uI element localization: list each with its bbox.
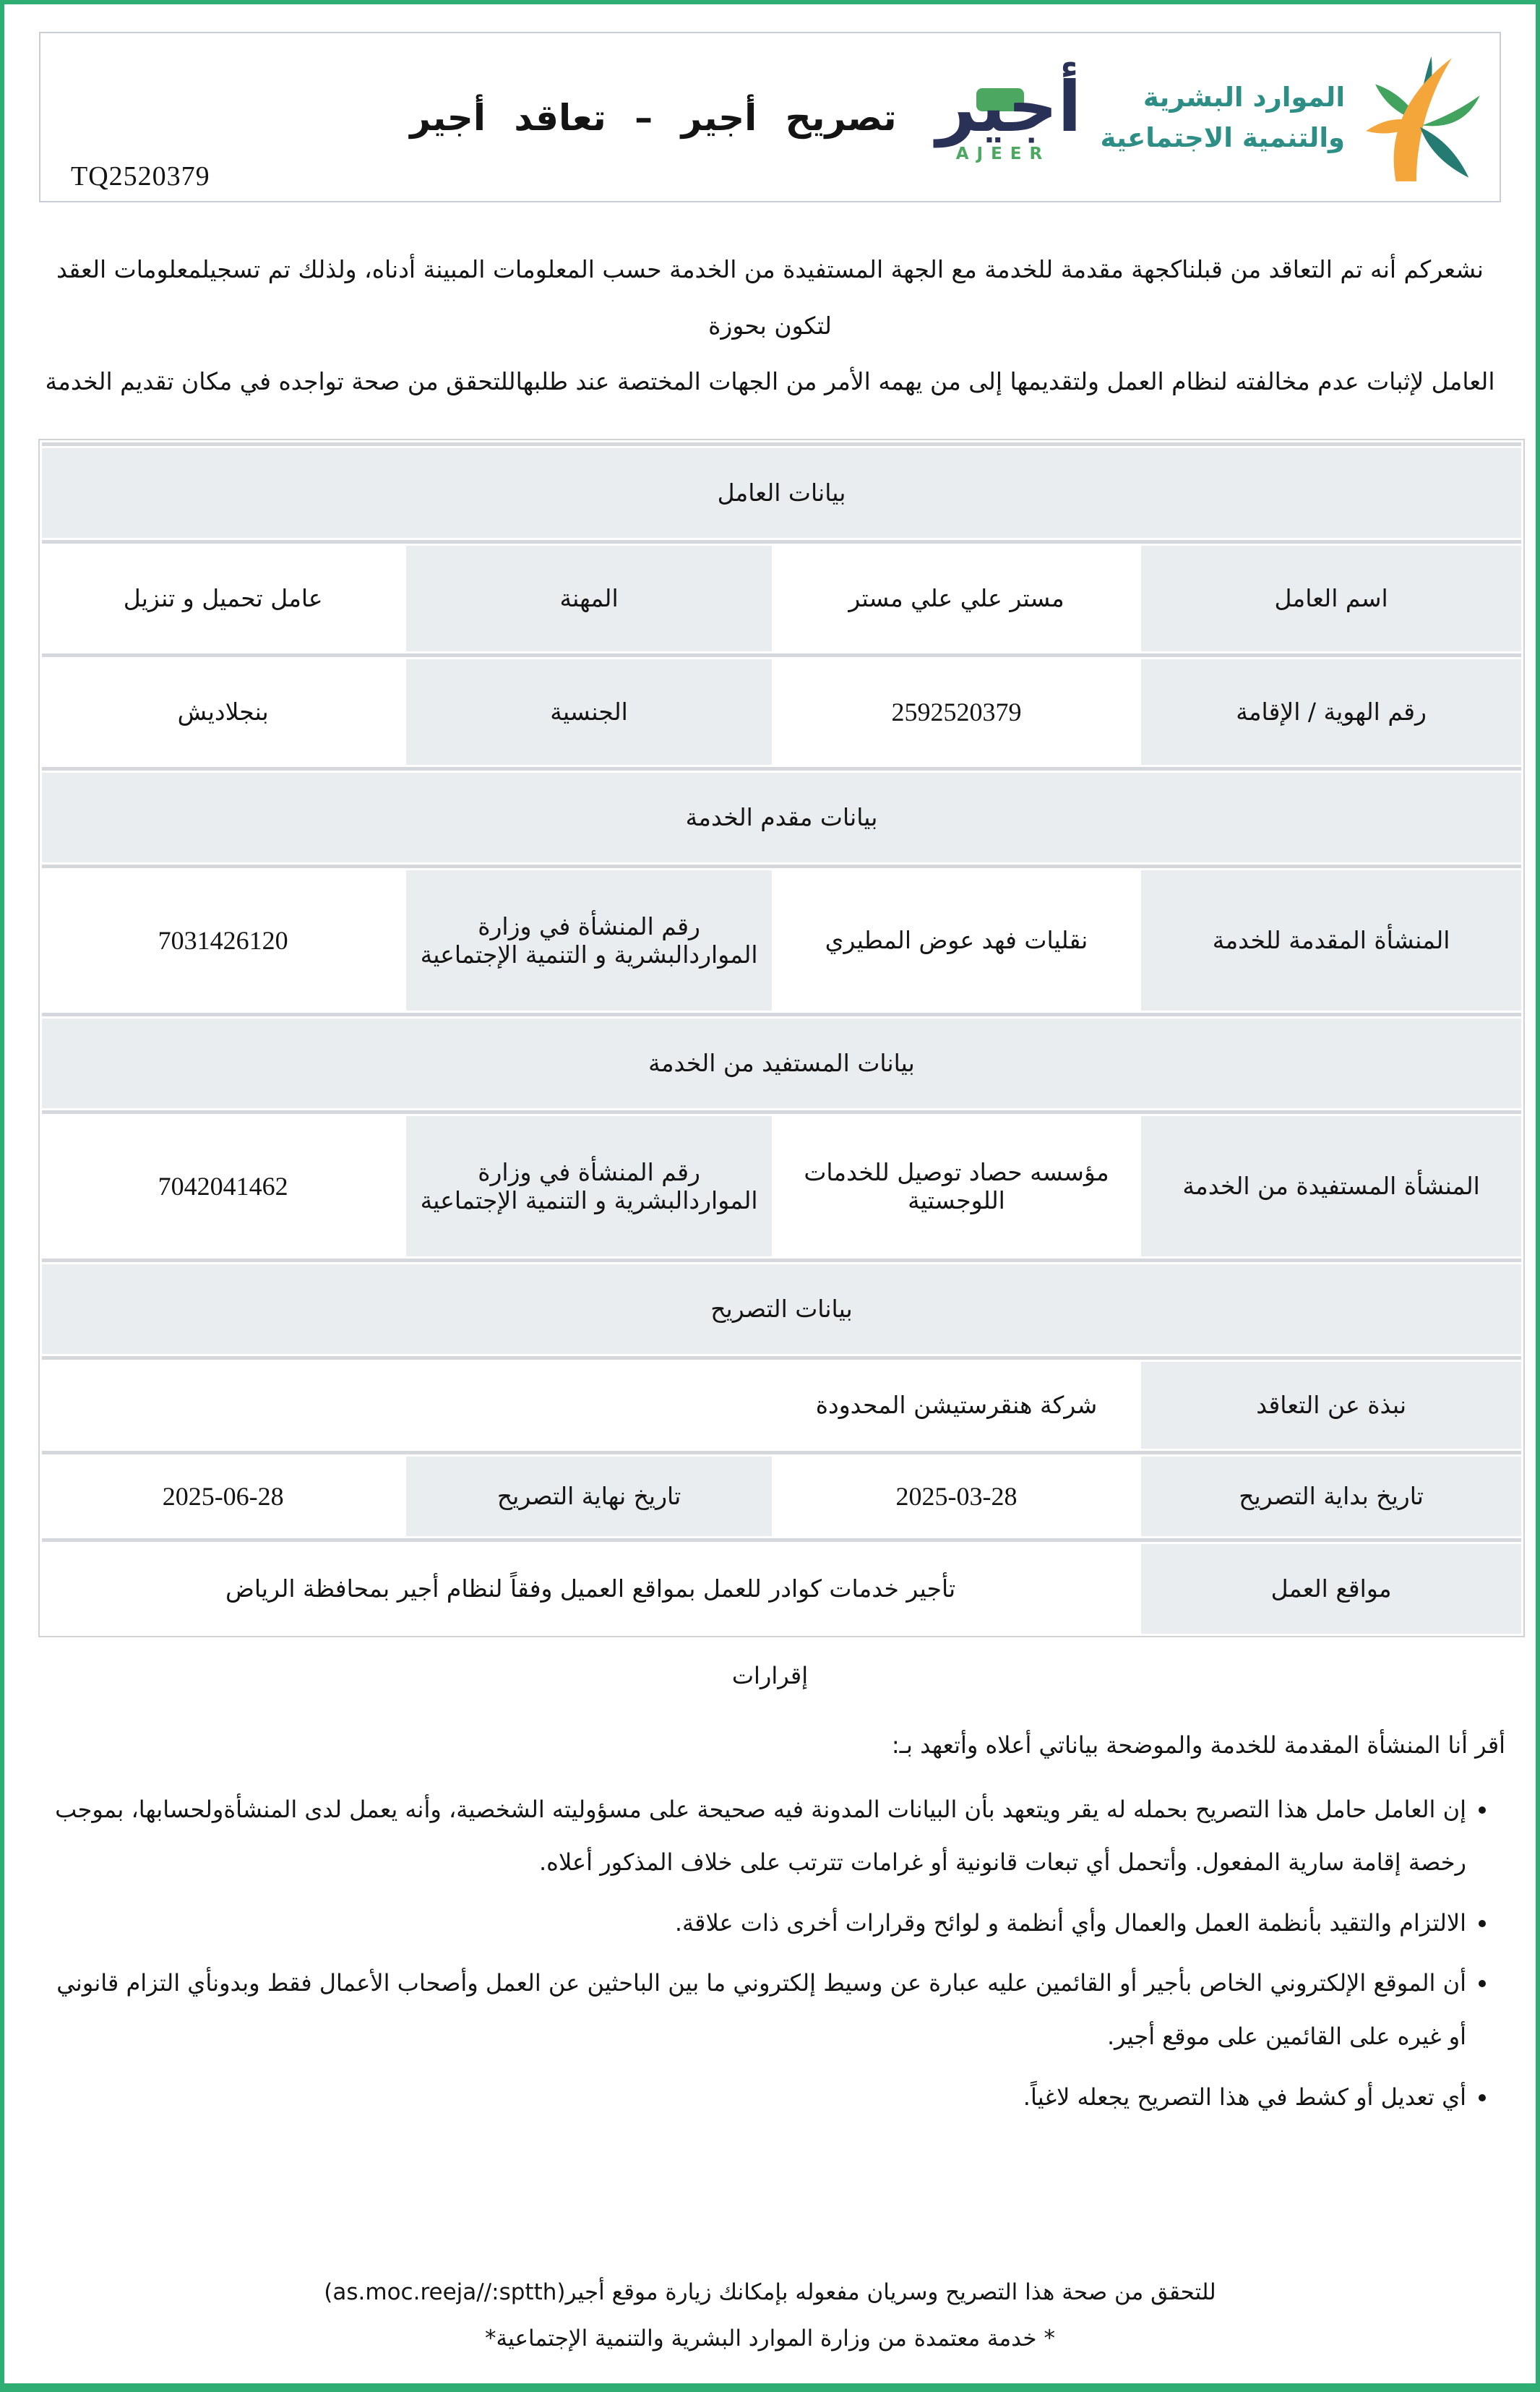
footer [4,2279,1536,2352]
start-date-value: 2025-03-28 [895,1481,1018,1511]
mol-number-label: رقم المنشأة في وزارة المواردالبشرية و التنمية الإجتماعية [406,870,771,1011]
table-row-contract-about [42,1362,1521,1449]
section-title: بيانات المستفيد من الخدمة [42,1019,1521,1108]
id-value: 2592520379 [891,697,1022,726]
intro-line1: نشعركم أنه تم التعاقد من قبلناكجهة مقدمة للخدمة مع الجهة المستفيدة من الخدمة حسب المعلومات المبينة أدناه، ولذلك تم تسجيلمعلومات العقد لتكون بحوزة [56,255,1484,340]
table-row-provider [42,870,1521,1011]
table-separator [42,1538,1521,1542]
nationality-label: الجنسية [406,659,771,765]
ajeer-wordmark-latin: AJEER [955,144,1051,163]
worker-name-label: اسم العامل [1141,546,1521,651]
mol-number-label: رقم المنشأة في وزارة المواردالبشرية و التنمية الإجتماعية [406,1116,771,1256]
work-locations-value: تأجير خدمات كوادر للعمل بمواقع العميل وفقاً لنظام أجير بمحافظة الرياض [42,1544,1139,1634]
beneficiary-mol-number: 7042041462 [158,1171,288,1201]
provider-mol-number: 7031426120 [158,925,288,955]
declarations-intro: أقر أنا المنشأة المقدمة للخدمة والموضحة بياناتي أعلاه وأتعهد بـ: [891,1731,1505,1759]
nationality-value: بنجلاديش [42,659,404,765]
section-header-beneficiary [42,1019,1521,1108]
ministry-logo [1100,52,1484,184]
table-separator [42,442,1521,446]
table-separator [42,1259,1521,1262]
ajeer-logo [936,66,1082,163]
header [39,32,1501,202]
contract-about-value: شركة هنقرستيشن المحدودة [774,1362,1139,1449]
id-label: رقم الهوية / الإقامة [1141,659,1521,765]
table-row-beneficiary [42,1116,1521,1256]
section-header-worker [42,448,1521,538]
table-separator [42,653,1521,657]
table-row-work-locations [42,1544,1521,1634]
beneficiary-value: مؤسسه حصاد توصيل للخدمات اللوجستية [774,1116,1139,1256]
permit-table [38,439,1525,1637]
contract-about-label: نبذة عن التعاقد [1141,1362,1521,1449]
table-separator [42,1110,1521,1114]
table-separator [42,1356,1521,1360]
table-separator [42,540,1521,544]
end-date-value: 2025-06-28 [162,1481,284,1511]
footer-verify-line: للتحقق من صحة هذا التصريح وسريان مفعوله بإمكانك زيارة موقع أجير(as.moc.reeja//:sptth) [324,2279,1216,2305]
section-header-permit [42,1264,1521,1354]
work-locations-label: مواقع العمل [1141,1544,1521,1634]
start-date-label: تاريخ بداية التصريح [1141,1457,1521,1536]
profession-label: المهنة [406,546,771,651]
intro-line2: العامل لإثبات عدم مخالفته لنظام العمل ولتقديمها إلى من يهمه الأمر من الجهات المختصة عند طلبهاللتحقق من صحة تواجده في مكان تقديم الخدمة [45,367,1495,396]
permit-number: TQ2520379 [71,161,210,192]
ministry-emblem-icon [1362,52,1484,184]
beneficiary-label: المنشأة المستفيدة من الخدمة [1141,1116,1521,1256]
table-row-worker-id [42,659,1521,765]
section-title: بيانات مقدم الخدمة [42,773,1521,862]
footer-accredited-line: * خدمة معتمدة من وزارة الموارد البشرية والتنمية الإجتماعية* [485,2325,1055,2352]
table-separator [42,767,1521,771]
section-title: بيانات التصريح [42,1264,1521,1354]
table-row-worker-name [42,546,1521,651]
declarations-list [55,1783,1500,2125]
table-separator [42,1451,1521,1454]
declaration-item: • أن الموقع الإلكتروني الخاص بأجير أو القائمين عليه عبارة عن وسيط إلكتروني ما بين الباحثين عن العمل وأصحاب الأعمال فقط وبدونأي التزام قانوني أو غيره على القائمين على موقع أجير. [55,1957,1466,2063]
declarations-header: إقرارات [731,1661,809,1689]
table-separator [42,865,1521,868]
section-header-provider [42,773,1521,862]
empty-cell [42,1362,404,1449]
table-separator [42,1013,1521,1016]
empty-cell [406,1362,771,1449]
section-title: بيانات العامل [42,448,1521,538]
ministry-name-line1: الموارد البشرية [1143,82,1345,113]
ministry-name-line2: والتنمية الاجتماعية [1100,121,1345,153]
document-title: تصريح أجير – تعاقد أجير [410,97,897,139]
intro-paragraph [33,241,1507,410]
declaration-item: • الالتزام والتقيد بأنظمة العمل والعمال وأي أنظمة و لوائح وقرارات أخرى ذات علاقة. [55,1897,1466,1950]
declaration-item: • إن العامل حامل هذا التصريح بحمله له يقر ويتعهد بأن البيانات المدونة فيه صحيحة على مسؤوليته الشخصية، وأنه يعمل لدى المنشأةولحسابها، بموجب رخصة إقامة سارية المفعول. وأتحمل أي تبعات قانونية أو غرامات تترتب على خلاف المذكور أعلاه. [55,1783,1466,1890]
provider-value: نقليات فهد عوض المطيري [774,870,1139,1011]
worker-name-value: مستر علي علي مستر [774,546,1139,651]
provider-label: المنشأة المقدمة للخدمة [1141,870,1521,1011]
ministry-name [1100,77,1345,158]
declaration-item: • أي تعديل أو كشط في هذا التصريح يجعله لاغياً. [55,2071,1466,2125]
profession-value: عامل تحميل و تنزيل [42,546,404,651]
table-row-dates [42,1457,1521,1536]
logo-group [936,51,1484,184]
end-date-label: تاريخ نهاية التصريح [406,1457,771,1536]
ajeer-wordmark-arabic: أجير [936,66,1082,147]
